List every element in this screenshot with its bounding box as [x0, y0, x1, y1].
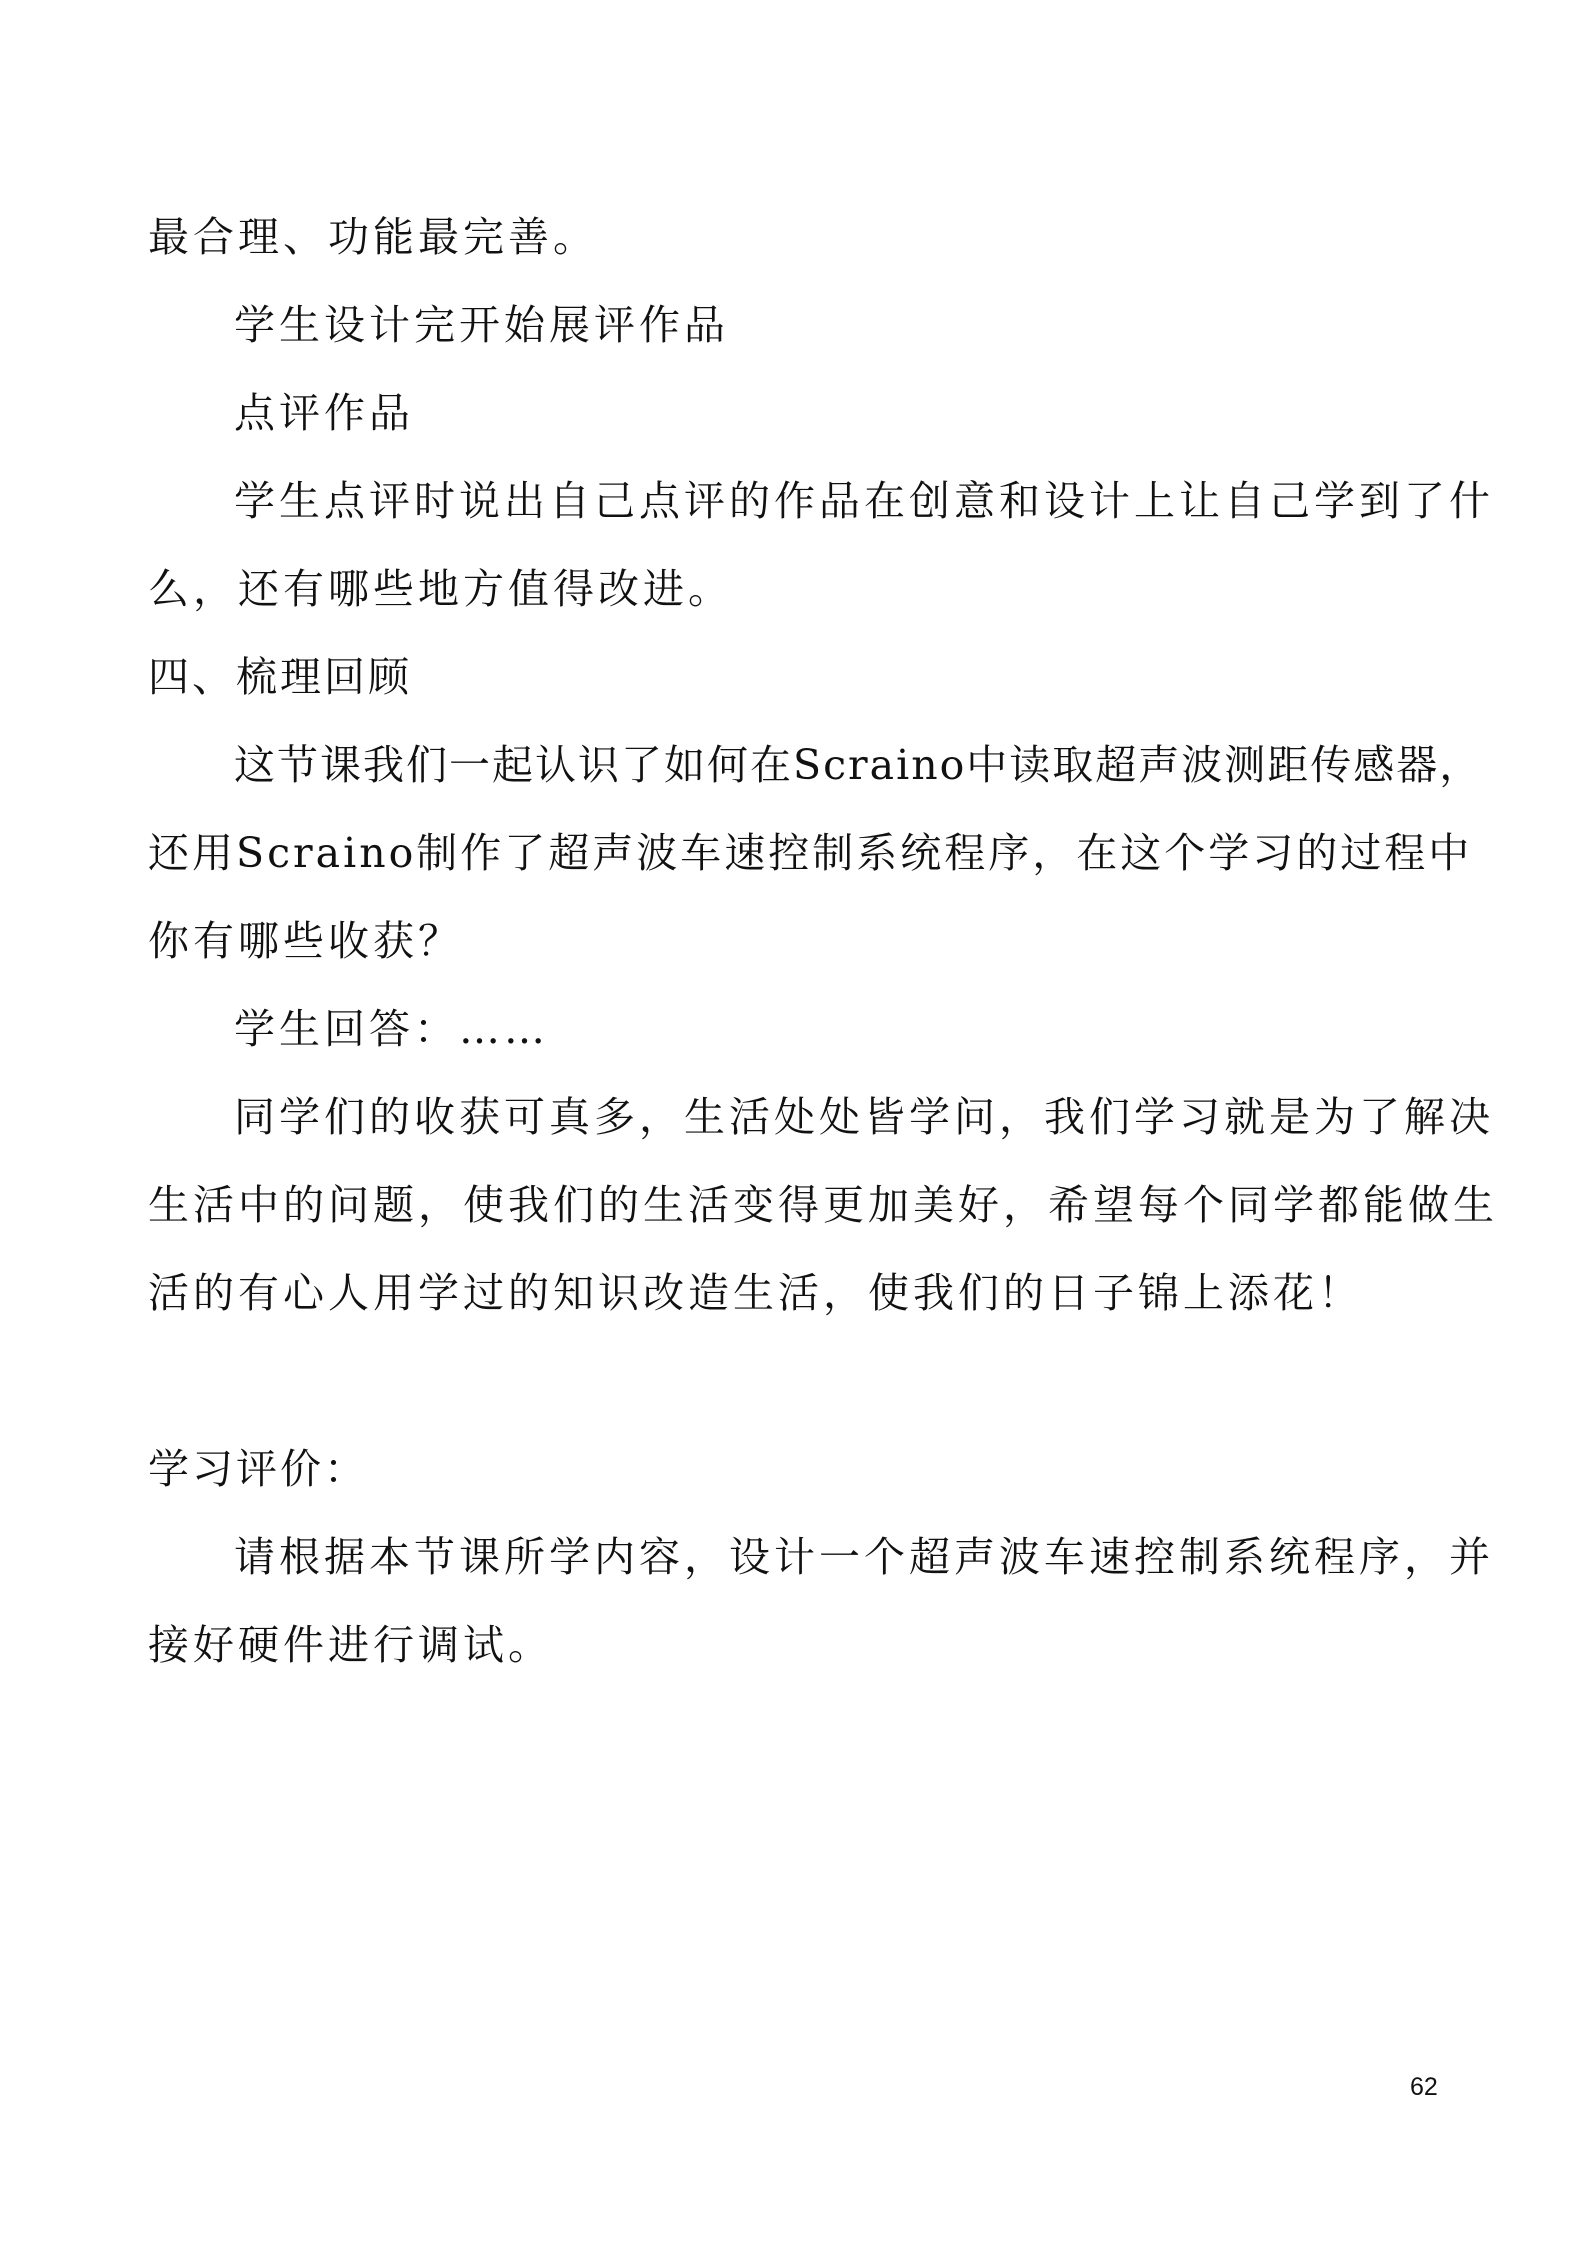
paragraph-line: 请根据本节课所学内容，设计一个超声波车速控制系统程序，并	[234, 1533, 1494, 1581]
paragraph-line: 最合理、功能最完善。	[148, 213, 598, 261]
paragraph-line: 活的有心人用学过的知识改造生活，使我们的日子锦上添花！	[148, 1269, 1363, 1317]
paragraph-line: 生活中的问题，使我们的生活变得更加美好，希望每个同学都能做生	[148, 1181, 1498, 1229]
paragraph-line: 这节课我们一起认识了如何在Scraino中读取超声波测距传感器，	[234, 741, 1483, 789]
paragraph-line: 么，还有哪些地方值得改进。	[148, 565, 733, 613]
paragraph-line: 你有哪些收获？	[148, 917, 463, 965]
paragraph-line: 接好硬件进行调试。	[148, 1621, 553, 1669]
paragraph-line: 学生点评时说出自己点评的作品在创意和设计上让自己学到了什	[234, 477, 1494, 525]
section-heading-evaluation: 学习评价：	[148, 1445, 368, 1493]
paragraph-line: 还用Scraino制作了超声波车速控制系统程序，在这个学习的过程中	[148, 829, 1473, 877]
section-heading-review: 四、梳理回顾	[148, 653, 412, 701]
paragraph-line: 点评作品	[234, 389, 414, 437]
paragraph-line: 学生设计完开始展评作品	[234, 301, 729, 349]
page-number: 62	[1410, 2073, 1438, 2101]
paragraph-line: 同学们的收获可真多，生活处处皆学问，我们学习就是为了解决	[234, 1093, 1494, 1141]
paragraph-line: 学生回答：……	[234, 1005, 549, 1053]
